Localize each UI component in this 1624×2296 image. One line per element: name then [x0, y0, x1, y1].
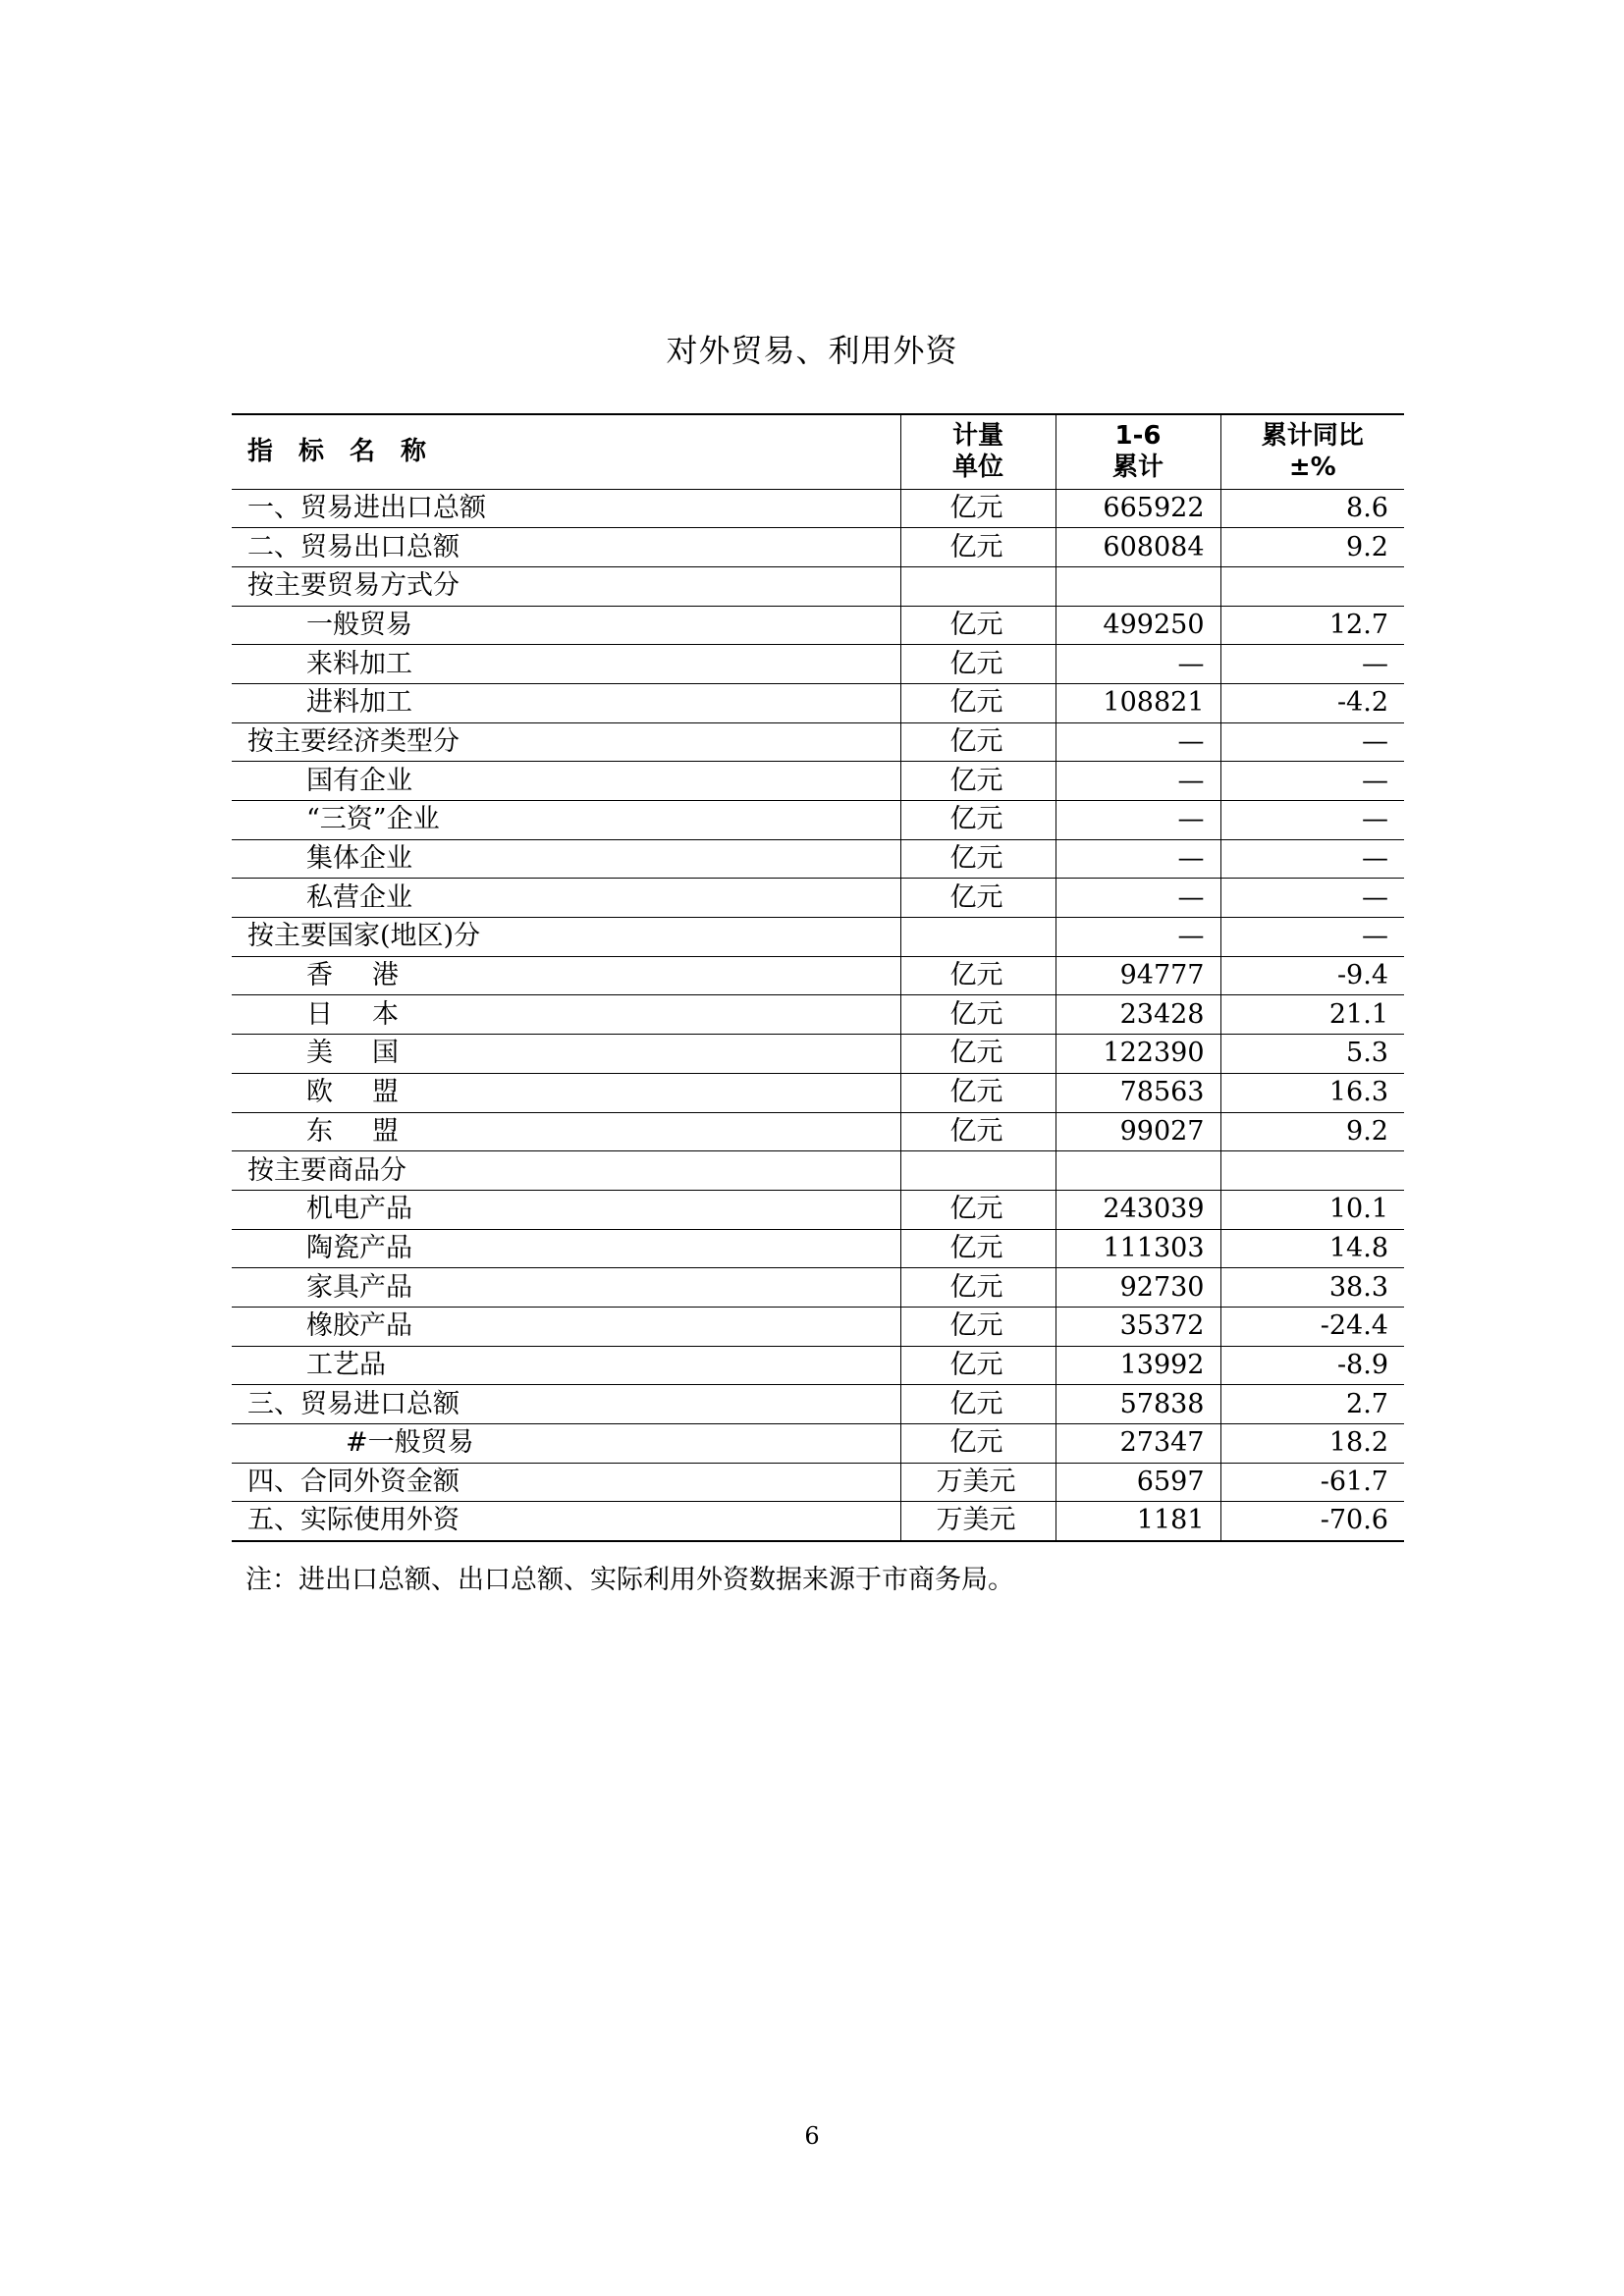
row-pct: 16.3 — [1220, 1073, 1404, 1112]
row-value: — — [1056, 722, 1220, 762]
row-value: 27347 — [1056, 1424, 1220, 1464]
row-name: “三资”企业 — [232, 801, 900, 840]
row-name: 按主要经济类型分 — [232, 722, 900, 762]
row-unit: 亿元 — [900, 1424, 1056, 1464]
row-pct — [1220, 566, 1404, 606]
row-value: 23428 — [1056, 995, 1220, 1035]
statistics-table — [232, 413, 1404, 1542]
row-value: 92730 — [1056, 1268, 1220, 1308]
row-name: 橡胶产品 — [232, 1307, 900, 1346]
row-unit: 亿元 — [900, 1268, 1056, 1308]
row-unit — [900, 566, 1056, 606]
header-unit — [900, 414, 1056, 489]
row-name: 三、贸易进口总额 — [232, 1385, 900, 1424]
table-row — [232, 722, 1404, 762]
header-yoy-line2: ±% — [1288, 453, 1336, 483]
row-value: — — [1056, 918, 1220, 957]
row-name: 家具产品 — [232, 1268, 900, 1308]
row-name: 二、贸易出口总额 — [232, 528, 900, 567]
row-name: 东盟 — [232, 1112, 900, 1151]
table-row — [232, 606, 1404, 645]
row-unit: 亿元 — [900, 1229, 1056, 1268]
row-name: 四、合同外资金额 — [232, 1463, 900, 1502]
row-unit: 万美元 — [900, 1502, 1056, 1541]
row-value: 99027 — [1056, 1112, 1220, 1151]
table-row — [232, 1268, 1404, 1308]
table-row — [232, 1502, 1404, 1541]
table-row — [232, 1190, 1404, 1229]
table-row — [232, 762, 1404, 801]
row-unit: 亿元 — [900, 1035, 1056, 1074]
row-pct: 10.1 — [1220, 1190, 1404, 1229]
table-row — [232, 1112, 1404, 1151]
row-name: 集体企业 — [232, 839, 900, 879]
row-name: 一、贸易进出口总额 — [232, 489, 900, 528]
table-row — [232, 995, 1404, 1035]
row-value: 111303 — [1056, 1229, 1220, 1268]
row-pct — [1220, 1151, 1404, 1191]
row-unit: 亿元 — [900, 1112, 1056, 1151]
table-row — [232, 1385, 1404, 1424]
row-name: #一般贸易 — [232, 1424, 900, 1464]
row-unit: 万美元 — [900, 1463, 1056, 1502]
page-number: 6 — [804, 2122, 820, 2150]
header-cumulative-line2: 累计 — [1111, 453, 1164, 483]
row-unit: 亿元 — [900, 1190, 1056, 1229]
row-name: 香港 — [232, 956, 900, 995]
row-name: 国有企业 — [232, 762, 900, 801]
row-pct: 2.7 — [1220, 1385, 1404, 1424]
table-row — [232, 645, 1404, 684]
row-unit: 亿元 — [900, 801, 1056, 840]
row-unit: 亿元 — [900, 528, 1056, 567]
row-pct: 14.8 — [1220, 1229, 1404, 1268]
row-value: 57838 — [1056, 1385, 1220, 1424]
table-row — [232, 1346, 1404, 1385]
row-value: 35372 — [1056, 1307, 1220, 1346]
row-pct: — — [1220, 918, 1404, 957]
row-name: 私营企业 — [232, 879, 900, 918]
row-value: — — [1056, 839, 1220, 879]
row-unit: 亿元 — [900, 489, 1056, 528]
row-pct: 12.7 — [1220, 606, 1404, 645]
header-indicator-name: 指标名称 — [232, 414, 900, 489]
row-name: 按主要商品分 — [232, 1151, 900, 1191]
row-value: 122390 — [1056, 1035, 1220, 1074]
row-name: 进料加工 — [232, 683, 900, 722]
row-unit: 亿元 — [900, 606, 1056, 645]
row-pct: 9.2 — [1220, 528, 1404, 567]
row-value: 608084 — [1056, 528, 1220, 567]
table-row — [232, 1035, 1404, 1074]
row-pct: -4.2 — [1220, 683, 1404, 722]
row-name: 按主要贸易方式分 — [232, 566, 900, 606]
row-value: 78563 — [1056, 1073, 1220, 1112]
row-name: 欧盟 — [232, 1073, 900, 1112]
row-name: 一般贸易 — [232, 606, 900, 645]
row-unit: 亿元 — [900, 839, 1056, 879]
footnote: 注：进出口总额、出口总额、实际利用外资数据来源于市商务局。 — [245, 1565, 1014, 1595]
table-row — [232, 918, 1404, 957]
table-row — [232, 1463, 1404, 1502]
row-unit: 亿元 — [900, 879, 1056, 918]
page-title: 对外贸易、利用外资 — [666, 332, 958, 369]
row-pct: — — [1220, 722, 1404, 762]
table-row — [232, 1151, 1404, 1191]
row-name: 按主要国家(地区)分 — [232, 918, 900, 957]
table-row — [232, 1424, 1404, 1464]
row-pct: — — [1220, 762, 1404, 801]
row-name: 机电产品 — [232, 1190, 900, 1229]
table-header-row — [232, 414, 1404, 489]
header-cumulative — [1056, 414, 1220, 489]
row-name: 陶瓷产品 — [232, 1229, 900, 1268]
table-row — [232, 566, 1404, 606]
row-unit — [900, 1151, 1056, 1191]
row-unit: 亿元 — [900, 683, 1056, 722]
row-pct: -24.4 — [1220, 1307, 1404, 1346]
row-value: 1181 — [1056, 1502, 1220, 1541]
row-unit: 亿元 — [900, 1346, 1056, 1385]
table-row — [232, 1307, 1404, 1346]
row-pct: -61.7 — [1220, 1463, 1404, 1502]
row-value: 6597 — [1056, 1463, 1220, 1502]
row-value: 108821 — [1056, 683, 1220, 722]
row-pct: 9.2 — [1220, 1112, 1404, 1151]
row-pct: -8.9 — [1220, 1346, 1404, 1385]
row-value: 665922 — [1056, 489, 1220, 528]
row-value: 243039 — [1056, 1190, 1220, 1229]
table-row — [232, 956, 1404, 995]
row-pct: 21.1 — [1220, 995, 1404, 1035]
header-unit-line1: 计量 — [951, 421, 1003, 452]
row-name: 日本 — [232, 995, 900, 1035]
row-name: 五、实际使用外资 — [232, 1502, 900, 1541]
row-value: — — [1056, 801, 1220, 840]
table-row — [232, 528, 1404, 567]
row-value: — — [1056, 762, 1220, 801]
row-value: — — [1056, 645, 1220, 684]
table-row — [232, 839, 1404, 879]
header-yoy — [1220, 414, 1404, 489]
row-value — [1056, 566, 1220, 606]
row-unit: 亿元 — [900, 1073, 1056, 1112]
row-pct: -9.4 — [1220, 956, 1404, 995]
header-yoy-line1: 累计同比 — [1261, 421, 1364, 452]
row-value: — — [1056, 879, 1220, 918]
row-unit — [900, 918, 1056, 957]
table-row — [232, 879, 1404, 918]
row-pct: 5.3 — [1220, 1035, 1404, 1074]
row-unit: 亿元 — [900, 762, 1056, 801]
row-unit: 亿元 — [900, 995, 1056, 1035]
table-row — [232, 683, 1404, 722]
row-pct: — — [1220, 839, 1404, 879]
row-value: 499250 — [1056, 606, 1220, 645]
row-pct: 38.3 — [1220, 1268, 1404, 1308]
row-value: 13992 — [1056, 1346, 1220, 1385]
row-pct: 18.2 — [1220, 1424, 1404, 1464]
row-unit: 亿元 — [900, 1307, 1056, 1346]
row-unit: 亿元 — [900, 956, 1056, 995]
row-pct: — — [1220, 645, 1404, 684]
row-name: 工艺品 — [232, 1346, 900, 1385]
row-name: 美国 — [232, 1035, 900, 1074]
row-pct: — — [1220, 879, 1404, 918]
row-value — [1056, 1151, 1220, 1191]
row-pct: — — [1220, 801, 1404, 840]
row-pct: 8.6 — [1220, 489, 1404, 528]
table-row — [232, 1073, 1404, 1112]
row-value: 94777 — [1056, 956, 1220, 995]
table-row — [232, 1229, 1404, 1268]
table-row — [232, 801, 1404, 840]
row-name: 来料加工 — [232, 645, 900, 684]
row-unit: 亿元 — [900, 722, 1056, 762]
header-cumulative-line1: 1-6 — [1114, 421, 1162, 452]
table-row — [232, 489, 1404, 528]
row-unit: 亿元 — [900, 645, 1056, 684]
row-unit: 亿元 — [900, 1385, 1056, 1424]
row-pct: -70.6 — [1220, 1502, 1404, 1541]
header-unit-line2: 单位 — [951, 453, 1003, 483]
